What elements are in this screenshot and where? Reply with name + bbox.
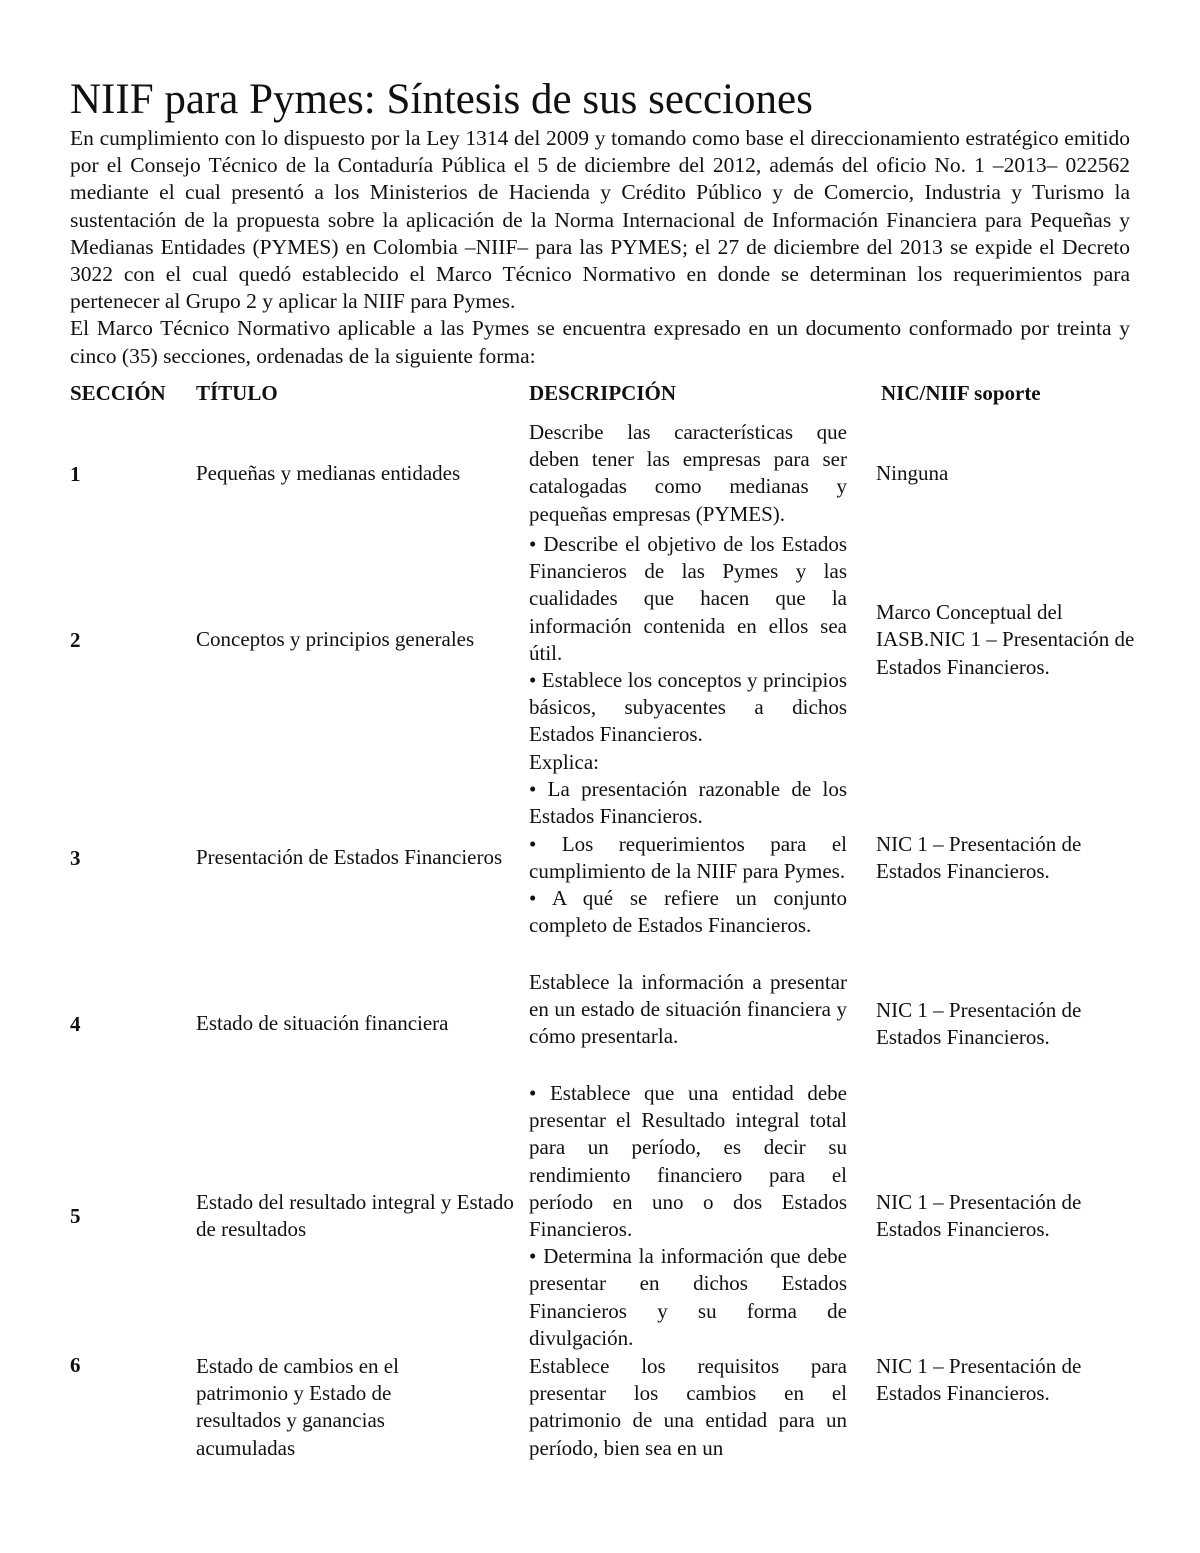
section-description [529,531,847,749]
section-description [529,1080,847,1352]
intro-paragraph-1: En cumplimiento con lo dispuesto por la Ley 1314 del 2009 y tomando como base el direccionamiento estratégico emitido por el Consejo Técnico de la Contaduría Pública el 5 de diciembre del 2012, además del oficio No. 1 –2013– 022562 mediante el cual presentó a los Ministerios de Hacienda y Crédito Público y de Comercio, Industria y Turismo la sustentación de la propuesta sobre la aplicación de la Norma Internacional de Información Financiera para Pequeñas y Medianas Entidades (PYMES) en Colombia –NIIF– para las PYMES; el 27 de diciembre del 2013 se expide el Decreto 3022 con el cual quedó establecido el Marco Técnico Normativo en donde se determinan los requerimientos para pertenecer al Grupo 2 y aplicar la NIIF para Pymes. [70,126,1130,314]
section-description [529,969,847,1051]
description-line: Explica: [529,750,599,774]
section-title: Estado del resultado integral y Estado de resultados [196,1189,514,1241]
description-line: Establece los requisitos para presentar los cambios en el patrimonio de una entidad para un período, bien sea en un [529,1354,847,1460]
description-line: • Determina la información que debe presentar en dichos Estados Financieros y su forma de divulgación. [529,1244,847,1350]
table-row [0,531,1200,749]
header-title: TÍTULO [196,381,278,405]
section-title: Presentación de Estados Financieros [196,845,503,870]
section-support: NIC 1 – Presentación de Estados Financieros. [876,1189,1082,1241]
intro-text [70,125,1130,370]
header-description: DESCRIPCIÓN [529,381,677,405]
section-number: 2 [70,627,81,652]
header-support: NIC/NIIF soporte [881,381,1041,405]
section-number: 1 [70,461,81,486]
description-line: • A qué se refiere un conjunto completo de Estados Financieros. [529,886,847,938]
section-support: NIC 1 – Presentación de Estados Financieros. [876,1354,1082,1406]
section-support: NIC 1 – Presentación de Estados Financieros. [876,997,1082,1049]
intro-paragraph-2: El Marco Técnico Normativo aplicable a las Pymes se encuentra expresado en un documento conformado por treinta y cinco (35) secciones, ordenadas de la siguiente forma: [70,316,1130,368]
header-section: SECCIÓN [70,381,166,405]
section-description [529,1353,847,1462]
document-title: NIIF para Pymes: Síntesis de sus secciones [70,76,813,123]
table-row [0,1080,1200,1352]
description-line: Establece la información a presentar en un estado de situación financiera y cómo presentarla. [529,970,847,1049]
section-title: Estado de situación financiera [196,1011,449,1036]
description-line: Describe las características que deben tener las empresas para ser catalogadas como medianas y pequeñas empresas (PYMES). [529,420,847,526]
section-support: Ninguna [876,461,949,486]
section-support: Marco Conceptual del IASB.NIC 1 – Presentación de Estados Financieros. [876,600,1135,679]
section-number: 6 [70,1353,81,1377]
section-number: 5 [70,1203,81,1228]
section-title: Conceptos y principios generales [196,627,475,652]
description-line: • Establece que una entidad debe presentar el Resultado integral total para un período, es decir su rendimiento financiero para el período en uno o dos Estados Financieros. [529,1081,847,1242]
description-line: • Los requerimientos para el cumplimiento de la NIIF para Pymes. [529,831,847,883]
table-row [0,419,1200,529]
section-number: 3 [70,845,81,870]
description-line: • Describe el objetivo de los Estados Financieros de las Pymes y las cualidades que hacen que la información contenida en ellos sea útil. [529,532,847,665]
section-description [529,749,847,939]
table-row [0,1353,1200,1465]
table-row [0,969,1200,1079]
section-number: 4 [70,1011,81,1036]
section-support: NIC 1 – Presentación de Estados Financieros. [876,831,1082,883]
section-description [529,419,847,528]
section-title: Estado de cambios en el patrimonio y Estado de resultados y ganancias acumuladas [196,1354,399,1460]
section-title: Pequeñas y medianas entidades [196,461,461,486]
table-row [0,749,1200,967]
description-line: • La presentación razonable de los Estados Financieros. [529,777,847,829]
description-line: • Establece los conceptos y principios básicos, subyacentes a dichos Estados Financieros. [529,668,847,747]
